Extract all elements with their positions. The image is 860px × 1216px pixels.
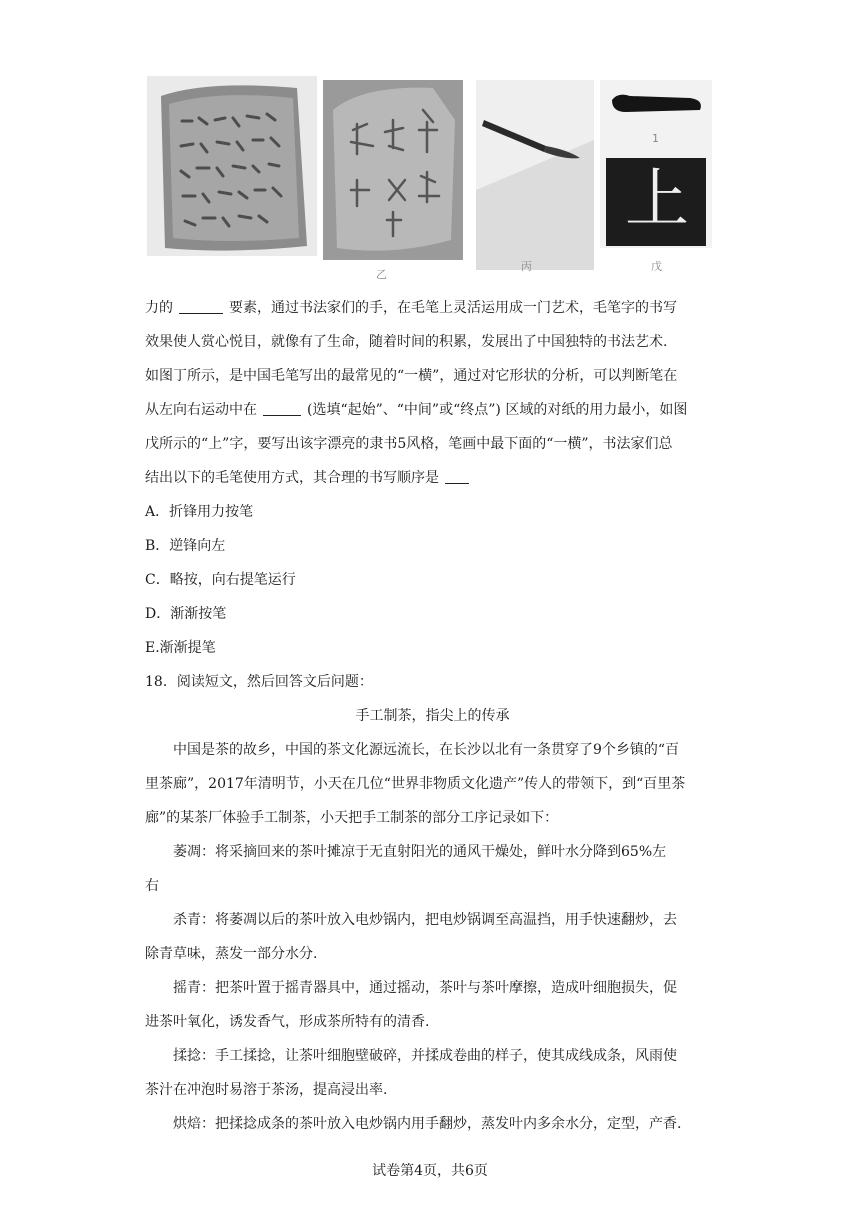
caption-yi: 乙: [376, 268, 387, 281]
para-line-2: 效果使人赏心悦目，就像有了生命，随着时间的积累，发展出了中国独特的书法艺术.: [145, 334, 668, 350]
step-rolling-1: 揉捻：手工揉捻，让茶叶细胞壁破碎，并揉成卷曲的样子，使其成线成条，风雨使: [173, 1048, 677, 1064]
answer-blank-3[interactable]: [445, 469, 469, 484]
caption-bing: 丙: [521, 260, 532, 273]
question-18-prompt: 18．阅读短文，然后回答文后问题：: [145, 674, 373, 690]
option-b: B．逆锋向左: [145, 538, 226, 554]
answer-blank-2[interactable]: [263, 401, 301, 416]
step-baking-1: 烘焙：把揉捻成条的茶叶放入电炒锅内用手翻炒，蒸发叶内多余水分，定型，产香.: [173, 1116, 682, 1132]
caption-wu: 戊: [651, 260, 662, 273]
clay-tablet-photo: [147, 76, 317, 256]
option-e: E.渐渐提笔: [145, 640, 216, 656]
option-c: C．略按，向右提笔运行: [145, 572, 296, 588]
para-line-1: 力的 要素，通过书法家们的手，在毛笔上灵活运用成一门艺术，毛笔字的书写: [145, 300, 677, 316]
article-title: 手工制茶，指尖上的传承: [355, 708, 510, 724]
page-footer: 试卷第4页，共6页: [372, 1163, 488, 1179]
step-wilting-1: 萎凋：将采摘回来的茶叶摊凉于无直射阳光的通风干燥处，鲜叶水分降到65%左: [173, 844, 667, 860]
step-wilting-2: 右: [145, 878, 159, 894]
para-line-6: 结出以下的毛笔使用方式，其合理的书写顺序是: [145, 468, 475, 488]
option-a: A．折锋用力按笔: [145, 504, 254, 520]
intro-line-2: 里茶廊”，2017年清明节，小天在几位“世界非物质文化遗产”传人的带领下，到“百里茶: [145, 776, 686, 792]
answer-blank-1[interactable]: [179, 299, 223, 314]
para-line-4: 从左向右运动中在 (选填“起始”、“中间”或“终点”) 区域的对纸的用力最小，如图: [145, 402, 688, 418]
calligraphy-char: 上: [625, 163, 689, 237]
para-line-3: 如图丁所示，是中国毛笔写出的最常见的“一横”，通过对它形状的分析，可以判断笔在: [145, 368, 678, 384]
step-shaking-2: 进茶叶氧化，诱发香气，形成茶所特有的清香.: [145, 1014, 430, 1030]
option-d: D．渐渐按笔: [145, 606, 227, 622]
intro-line-3: 廊”的某茶厂体验手工制茶，小天把手工制茶的部分工序记录如下：: [145, 810, 559, 826]
stone-inscription-photo: [323, 80, 463, 260]
step-rolling-2: 茶汁在冲泡时易溶于茶汤，提高浸出率.: [145, 1082, 388, 1098]
para-line-5: 戊所示的“上”字，要写出该字漂亮的隶书5风格，笔画中最下面的“一横”，书法家们总: [145, 436, 673, 452]
intro-line-1: 中国是茶的故乡，中国的茶文化源远流长，在长沙以北有一条贯穿了9个乡镇的“百: [173, 742, 680, 758]
figure-strip: [0, 70, 860, 290]
stroke-marker: 1: [652, 132, 659, 145]
step-fixing-1: 杀青：将萎凋以后的茶叶放入电炒锅内，把电炒锅调至高温挡，用手快速翻炒，去: [173, 912, 677, 928]
brush-photo: [476, 80, 594, 270]
step-fixing-2: 除青草味，蒸发一部分水分.: [145, 946, 318, 962]
step-shaking-1: 摇青：把茶叶置于摇青器具中，通过摇动，茶叶与茶叶摩擦，造成叶细胞损失，促: [173, 980, 677, 996]
